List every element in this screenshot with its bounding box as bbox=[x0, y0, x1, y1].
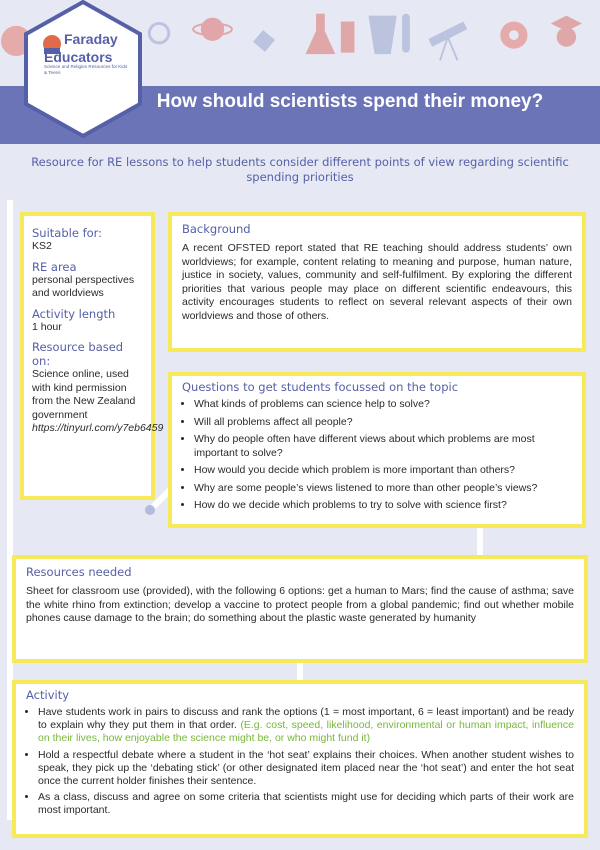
area-label: RE area bbox=[32, 259, 77, 274]
list-item: • As a class, discuss and agree on some criteria that scientists might use for deciding which parts of their work are most important. bbox=[38, 791, 574, 817]
suitable-label: Suitable for: bbox=[32, 226, 103, 240]
questions-list bbox=[182, 398, 572, 513]
info-sidebar bbox=[20, 212, 164, 500]
page-subtitle: Resource for RE lessons to help students consider different points of view regarding scientific spending priorities bbox=[31, 155, 569, 184]
beaker-icon bbox=[370, 16, 395, 53]
list-item: • What kinds of problems can science help to solve? bbox=[194, 398, 572, 412]
questions-heading: Questions to get students focussed on the topic bbox=[182, 380, 459, 394]
length-label: Activity length bbox=[32, 306, 116, 321]
list-item bbox=[38, 706, 574, 746]
globe-icon bbox=[149, 23, 168, 42]
resources-text: Sheet for classroom use (provided), with the following 6 options: get a human to Mars; find the cause of asthma; save the white rhino from extinction; develop a vaccine to protect people from a global pandemic; find out whether mobile phones cause damage to the brain; do something about the plastic waste generated by humanity bbox=[26, 585, 574, 624]
test-tube-icon bbox=[402, 14, 410, 53]
resources-panel bbox=[12, 555, 588, 663]
telescope-icon bbox=[428, 22, 467, 61]
faraday-logo bbox=[22, 0, 144, 140]
based-label: Resource based on: bbox=[32, 340, 124, 368]
area-value: personal perspectives and worldviews bbox=[32, 273, 135, 299]
biohazard-icon bbox=[500, 22, 527, 49]
questions-panel bbox=[168, 372, 586, 528]
based-value: Science online, used with kind permission from the New Zealand government bbox=[32, 368, 136, 421]
graduate-icon bbox=[551, 16, 582, 47]
activity-panel bbox=[12, 680, 588, 838]
list-item: • How would you decide which problem is more important than others? bbox=[194, 464, 572, 478]
activity-item-1: Have students work in pairs to discuss and rank the options (1 = most important, 6 = least important) and be ready to explain why they put them in that order. bbox=[38, 706, 574, 732]
bottle-icon bbox=[341, 22, 355, 53]
background-text: A recent OFSTED report stated that RE teaching should address students’ own worldviews; for example, content relating to meaning and purpose, human nature, justice in society, values, community and self-fulfilment. By exploring the different priorities that various people may place on different scientific endeavours, this activity encourages students to reflect on several relevant aspects of their own worldviews and those of others. bbox=[182, 242, 572, 322]
based-url[interactable]: https://tinyurl.com/y7eb6459 bbox=[32, 422, 164, 434]
activity-list bbox=[26, 706, 574, 818]
planet-icon bbox=[193, 18, 232, 41]
list-item: • Why are some people’s views listened to more than other people’s views? bbox=[194, 482, 572, 496]
list-item: • Will all problems affect all people? bbox=[194, 416, 572, 430]
background-panel bbox=[168, 212, 586, 352]
activity-item-1-examples: (E.g. cost, speed, likelihood, environmental or human impact, influence on their lives, how enjoyable the science might be, or who might fund it) bbox=[38, 719, 574, 745]
brand-name-2: Educators bbox=[44, 49, 113, 65]
brand-tagline: Science and Religion Resources for Kids & Teens bbox=[44, 64, 128, 75]
satellite-icon bbox=[253, 30, 275, 52]
activity-heading: Activity bbox=[26, 688, 70, 702]
length-value: 1 hour bbox=[32, 320, 62, 333]
list-item: • Why do people often have different views about which problems are most important to solve? bbox=[194, 433, 572, 460]
resources-heading: Resources needed bbox=[26, 565, 132, 579]
suitable-value: KS2 bbox=[32, 240, 52, 252]
page-title: How should scientists spend their money? bbox=[156, 91, 544, 112]
list-item: • How do we decide which problems to try to solve with science first? bbox=[194, 499, 572, 513]
brand-name-1: Faraday bbox=[64, 31, 118, 47]
background-heading: Background bbox=[182, 222, 251, 236]
flask-icon bbox=[308, 14, 333, 53]
list-item: • Hold a respectful debate where a student in the ‘hot seat’ explains their choices. When another student wishes to speak, they pick up the ‘debating stick’ (or other designated item placed near the ‘hot seat’) and enter the hot seat once the current holder finishes their sentence. bbox=[38, 749, 574, 789]
